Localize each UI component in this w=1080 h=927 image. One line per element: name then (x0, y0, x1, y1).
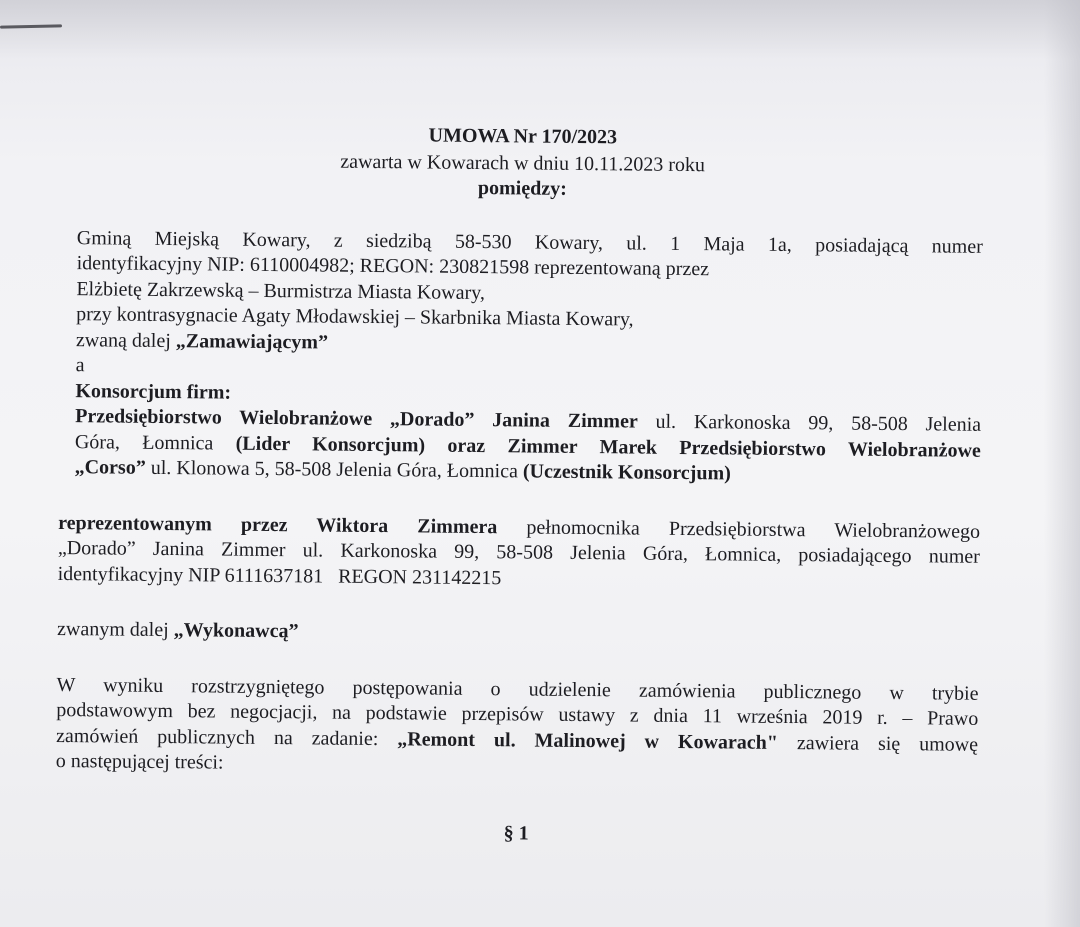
contractor-alias: „Wykonawcą” (173, 619, 299, 643)
representation-block (58, 510, 981, 595)
employer-alias-prefix: zwaną dalej (75, 328, 176, 352)
contract-date-place: zawarta w Kowarach w dniu 10.11.2023 roku (340, 150, 706, 176)
consortium-label: Konsorcjum firm: (75, 379, 232, 404)
representative-name: reprezentowanym przez Wiktora Zimmera (58, 511, 498, 538)
contract-document (55, 120, 984, 851)
employer-line-1: Gminą Miejską Kowary, z siedzibą 58-530 Kowary, ul. 1 Maja 1a, posiadającą numer (76, 226, 983, 258)
consortium-leader-name: Przedsiębiorstwo Wielobranżowe „Dorado” Janina Zimmer (75, 405, 638, 433)
consortium-leader-address: ul. Karkonoska 99, 58-508 Jelenia (637, 410, 982, 436)
intro-task-prefix: zamówień publicznych na zadanie: (55, 724, 398, 750)
intro-line-1: W wyniku rozstrzygniętego postępowania o udzielenie zamówienia publicznego w trybie (56, 673, 979, 705)
consortium-leader-city: Góra, Łomnica (74, 430, 236, 455)
intro-task-suffix: zawiera się umowę (777, 731, 979, 756)
employer-line-4: przy kontrasygnacie Agaty Młodawskiej – Skarbnika Miasta Kowary, (76, 303, 634, 331)
consortium-member-name: „Corso” (74, 456, 146, 479)
employer-alias: „Zamawiającym” (175, 329, 329, 354)
contractor-alias-prefix: zwanym dalej (57, 617, 174, 642)
representative-role: pełnomocnika Przedsiębiorstwa Wielobranżowego (497, 515, 981, 543)
consortium-member-address: ul. Klonowa 5, 58-508 Jelenia Góra, Łomnica (145, 456, 524, 483)
and-connector: a (75, 354, 85, 377)
intro-line-2: podstawowym bez negocjacji, na podstawie przepisów ustawy z dnia 11 września 2019 r. – Prawo (56, 698, 979, 730)
representation-line-3: identyfikacyjny NIP 6111637181 REGON 231142215 (57, 562, 502, 589)
party-employer (75, 226, 983, 490)
intro-paragraph (56, 672, 979, 783)
section-heading: § 1 (503, 821, 529, 845)
page-edge-shadow (1044, 0, 1080, 927)
consortium-leader-role: (Lider Konsorcjum) oraz Zimmer Marek Przedsiębiorstwo Wielobranżowe (235, 432, 981, 462)
contract-title: UMOWA Nr 170/2023 (428, 124, 618, 149)
top-shadow (0, 0, 1080, 60)
between-label: pomiędzy: (477, 176, 567, 200)
employer-line-3: Elżbietę Zakrzewską – Burmistrza Miasta Kowary, (76, 277, 486, 304)
intro-task-name: „Remont ul. Malinowej w Kowarach" (397, 727, 779, 754)
employer-line-2: identyfikacyjny NIP: 6110004982; REGON: 230821598 reprezentowaną przez (76, 252, 710, 281)
consortium-member-role: (Uczestnik Konsorcjum) (522, 460, 731, 485)
intro-line-4: o następującej treści: (55, 749, 224, 774)
representation-line-2: „Dorado” Janina Zimmer ul. Karkonoska 99, 58-508 Jelenia Góra, Łomnica, posiadającego numer (57, 536, 980, 568)
